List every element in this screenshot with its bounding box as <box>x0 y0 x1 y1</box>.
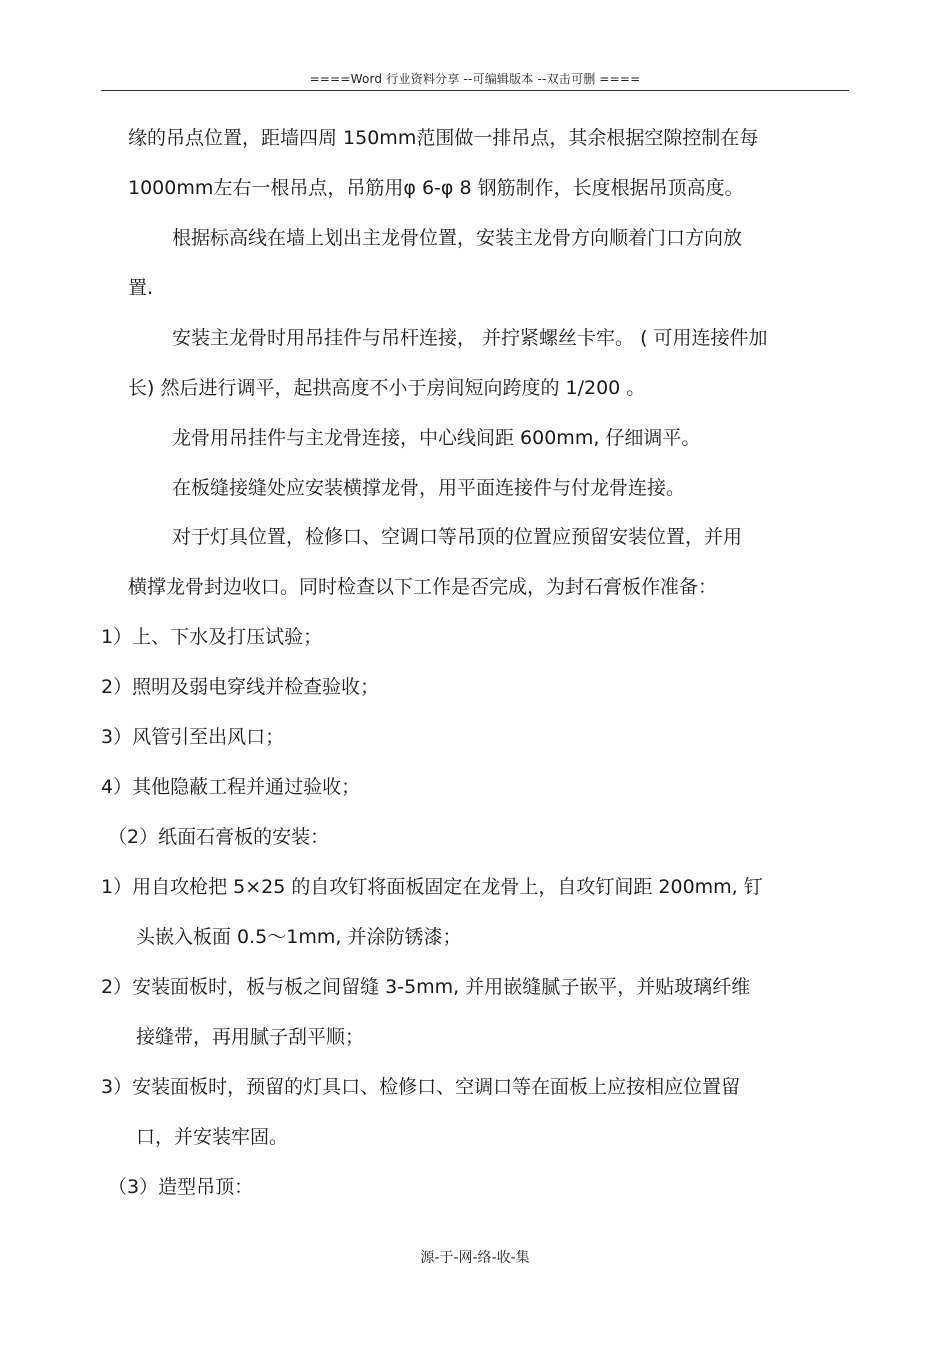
list-item: 2）照明及弱电穿线并检查验收； <box>101 676 380 698</box>
list-item-continuation: 接缝带，再用腻子刮平顺； <box>136 1026 365 1048</box>
list-item-continuation: 口，并安装牢固。 <box>136 1126 289 1148</box>
body-line: 缘的吊点位置，距墙四周 150mm范围做一排吊点，其余根据空隙控制在每 <box>128 127 759 149</box>
body-line: 安装主龙骨时用吊挂件与吊杆连接， 并拧紧螺丝卡牢。 ( 可用连接件加 <box>172 327 768 349</box>
body-line: 横撑龙骨封边收口。同时检查以下工作是否完成，为封石膏板作准备： <box>128 576 718 598</box>
list-item: 2）安装面板时，板与板之间留缝 3-5mm, 并用嵌缝腻子嵌平，并贴玻璃纤维 <box>101 976 751 998</box>
list-item: 1）上、下水及打压试验； <box>101 626 323 648</box>
list-item: 3）风管引至出风口； <box>101 726 285 748</box>
list-item: 3）安装面板时，预留的灯具口、检修口、空调口等在面板上应按相应位置留 <box>101 1076 741 1098</box>
body-line: 龙骨用吊挂件与主龙骨连接，中心线间距 600mm, 仔细调平。 <box>172 427 701 449</box>
section-heading: （2）纸面石膏板的安装： <box>108 826 330 848</box>
page-footer: 源-于-网-络-收-集 <box>420 1250 530 1266</box>
body-line: 根据标高线在墙上划出主龙骨位置，安装主龙骨方向顺着门口方向放 <box>172 227 743 249</box>
body-line: 长) 然后进行调平，起拱高度不小于房间短向跨度的 1/200 。 <box>128 377 646 399</box>
body-line: 对于灯具位置，检修口、空调口等吊顶的位置应预留安装位置，并用 <box>172 526 743 548</box>
list-item: 1）用自攻枪把 5×25 的自攻钉将面板固定在龙骨上，自攻钉间距 200mm, 钉 <box>101 876 763 898</box>
body-line: 1000mm左右一根吊点，吊筋用φ 6-φ 8 钢筋制作，长度根据吊顶高度。 <box>128 177 744 199</box>
header-divider <box>101 90 849 91</box>
body-line: 置. <box>128 277 154 299</box>
section-heading: （3）造型吊顶： <box>108 1176 254 1198</box>
body-line: 在板缝接缝处应安装横撑龙骨，用平面连接件与付龙骨连接。 <box>172 477 686 499</box>
list-item: 4）其他隐蔽工程并通过验收； <box>101 776 361 798</box>
list-item-continuation: 头嵌入板面 0.5～1mm, 并涂防锈漆； <box>136 926 462 948</box>
page-header: ====Word 行业资料分享 --可编辑版本 --双击可删 ==== <box>309 72 641 86</box>
